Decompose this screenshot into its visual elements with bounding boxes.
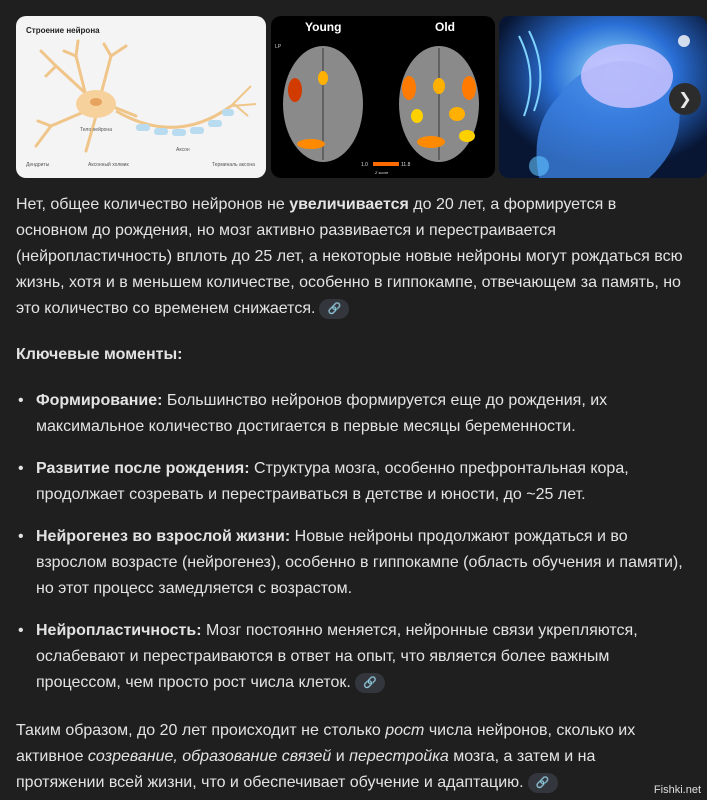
item-term: Формирование: [36, 392, 163, 409]
label-soma: Тело нейрона [80, 127, 112, 133]
item-term: Нейропластичность: [36, 622, 202, 639]
summary-text: и [331, 748, 350, 765]
intro-bold-word: увеличивается [289, 196, 409, 213]
scale-unit: Z score [375, 170, 389, 175]
summary-italic: перестройка [349, 748, 449, 765]
young-label: Young [305, 20, 342, 34]
neuron-drawing [16, 16, 266, 178]
image-carousel [16, 16, 707, 178]
link-icon: 🔗 [327, 302, 342, 315]
summary-text: числа нейронов, сколько их активное [16, 722, 636, 765]
item-text: Новые нейроны продолжают рождаться и во взрослом возрасте (нейрогенез), особенно в гиппокампе (область обучения и памяти), но этот процесс замедляется с возрастом. [36, 528, 683, 597]
list-item [36, 524, 684, 602]
label-axon-hillock: Аксонный холмик [88, 162, 129, 168]
list-item [36, 456, 684, 508]
answer-text [16, 192, 684, 796]
label-axon-terminal: Терминаль аксона [212, 162, 255, 168]
scale-max: 11.8 [401, 162, 411, 168]
brain-scan-thumbnail[interactable] [271, 16, 495, 178]
summary-text: Таким образом, до 20 лет происходит не столько [16, 722, 386, 739]
summary-paragraph [16, 718, 684, 796]
item-term: Развитие после рождения: [36, 460, 250, 477]
summary-text: мозга, а затем и на протяжении всей жизни, что и обеспечивает обучение и адаптацию. [16, 748, 596, 791]
neuron-caption: Строение нейрона [26, 26, 100, 35]
intro-paragraph [16, 192, 684, 322]
summary-italic: созревание, образование связей [87, 748, 332, 765]
link-icon: 🔗 [535, 776, 550, 789]
item-text: Структура мозга, особенно префронтальная кора, продолжает созревать и перестраиваться в детстве и юности, до ~25 лет. [36, 460, 629, 503]
neuron-diagram-thumbnail[interactable] [16, 16, 266, 178]
source-link-button[interactable] [528, 773, 558, 793]
item-text: Мозг постоянно меняется, нейронные связи укрепляются, ослабевают и перестраиваются в ответ на опыт, что является более важным процессом, чем просто рост числа клеток. [36, 622, 638, 691]
key-points-heading: Ключевые моменты: [16, 346, 183, 363]
chevron-right-icon: ❯ [678, 91, 692, 108]
brain-scan-image [271, 16, 495, 178]
label-axon: Аксон [176, 147, 190, 153]
source-link-button[interactable] [319, 299, 349, 319]
summary-italic: рост [385, 722, 425, 739]
carousel-next-button[interactable] [669, 83, 701, 115]
item-text: Большинство нейронов формируется еще до рождения, их максимальное количество достигается в первые месяцы беременности. [36, 392, 608, 435]
old-label: Old [435, 20, 455, 34]
key-points-list [16, 388, 684, 696]
link-icon: 🔗 [362, 676, 377, 689]
source-link-button[interactable] [355, 673, 385, 693]
lp-tag: LP [275, 44, 282, 50]
scale-min: 1.0 [361, 162, 368, 168]
intro-text-end: до 20 лет, а формируется в основном до рождения, но мозг активно развивается и перестраивается (нейропластичность) вплоть до 25 лет, а некоторые новые нейроны могут рождаться всю жизнь, хотя и в меньшем количестве, особенно в гиппокампе, отвечающем за память, но это количество со временем снижается. [16, 196, 683, 317]
watermark: Fishki.net [653, 784, 701, 796]
list-item [36, 388, 684, 440]
intro-text-start: Нет, общее количество нейронов не [16, 196, 290, 213]
item-term: Нейрогенез во взрослой жизни: [36, 528, 291, 545]
list-item [36, 618, 684, 696]
label-dendrites: Дендриты [26, 162, 50, 168]
